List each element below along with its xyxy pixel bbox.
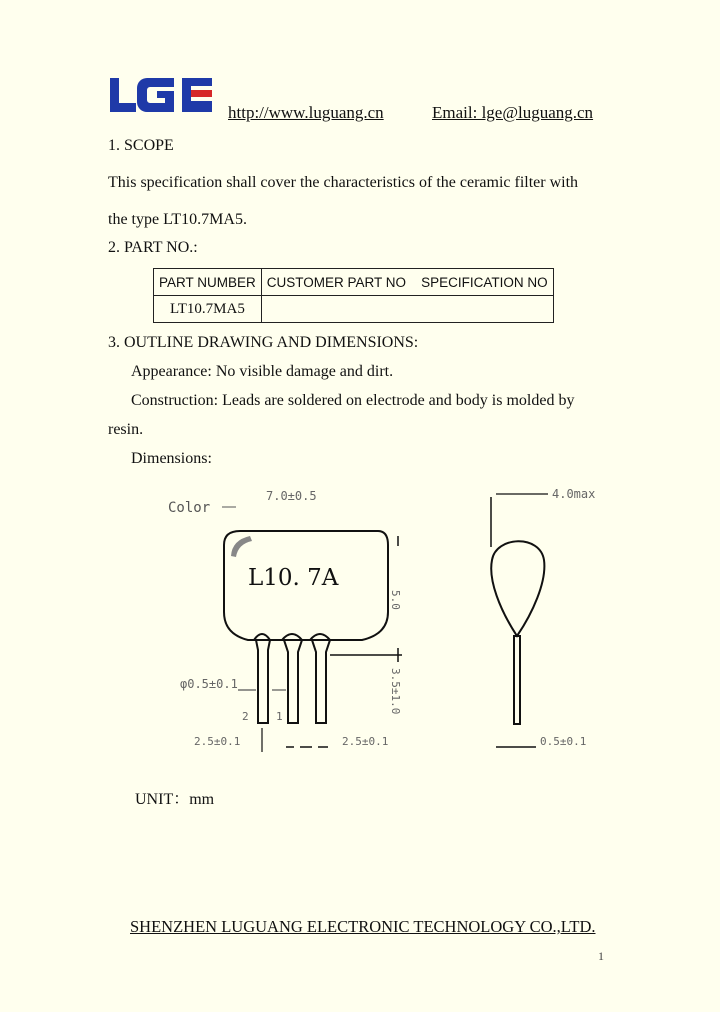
table-row	[154, 296, 554, 323]
appearance-text: Appearance: No visible damage and dirt.	[131, 363, 394, 380]
dim-pitch-left: 2.5±0.1	[194, 735, 241, 748]
table-header: CUSTOMER PART NO	[266, 274, 407, 290]
dim-width: 7.0±0.5	[266, 489, 317, 503]
outline-drawing	[0, 475, 720, 765]
lead-1	[256, 640, 270, 723]
lead-3	[312, 640, 330, 723]
dim-lead-side: 0.5±0.1	[540, 735, 587, 748]
outline-heading: 3. OUTLINE DRAWING AND DIMENSIONS:	[108, 334, 419, 351]
scope-text-line2: the type LT10.7MA5.	[108, 211, 247, 228]
lge-logo	[108, 74, 214, 114]
body-marking: L10. 7A	[248, 565, 339, 591]
side-view-lead	[514, 636, 520, 724]
color-mark	[231, 536, 252, 557]
dim-height: 5.0	[389, 590, 402, 610]
construction-text: Construction: Leads are soldered on electrode and body is molded by	[131, 392, 575, 409]
scope-text-line1: This specification shall cover the characteristics of the ceramic filter with	[108, 174, 579, 191]
part-number-table	[153, 268, 554, 323]
table-header: SPECIFICATION NO	[421, 274, 548, 290]
construction-text-cont: resin.	[108, 421, 144, 438]
dim-pitch-right: 2.5±0.1	[342, 735, 389, 748]
website-link[interactable]: http://www.luguang.cn	[228, 103, 384, 122]
table-header-row	[154, 269, 554, 296]
dim-thickness: 4.0max	[552, 487, 596, 501]
pin-label-b: 1	[276, 710, 283, 723]
scope-heading: 1. SCOPE	[108, 137, 174, 154]
table-header	[261, 269, 553, 296]
dimensions-label: Dimensions:	[131, 450, 212, 467]
part-no-heading: 2. PART NO.:	[108, 239, 198, 256]
table-cell-part-number: LT10.7MA5	[154, 296, 262, 323]
color-label: Color	[168, 500, 211, 516]
email-link[interactable]: Email: lge@luguang.cn	[432, 103, 594, 122]
company-name: SHENZHEN LUGUANG ELECTRONIC TECHNOLOGY CO.,LTD.	[130, 917, 596, 936]
unit-label: UNIT：mm	[135, 791, 215, 808]
pin-label-a: 2	[242, 710, 249, 723]
page-number: 1	[598, 949, 604, 963]
lead-2	[284, 640, 302, 723]
dim-lead-diameter: φ0.5±0.1	[180, 677, 238, 691]
table-header: PART NUMBER	[154, 269, 262, 296]
side-view-body	[491, 541, 544, 636]
dim-lead-length: 3.5±1.0	[389, 668, 402, 715]
table-cell-customer-part-no	[261, 296, 553, 323]
